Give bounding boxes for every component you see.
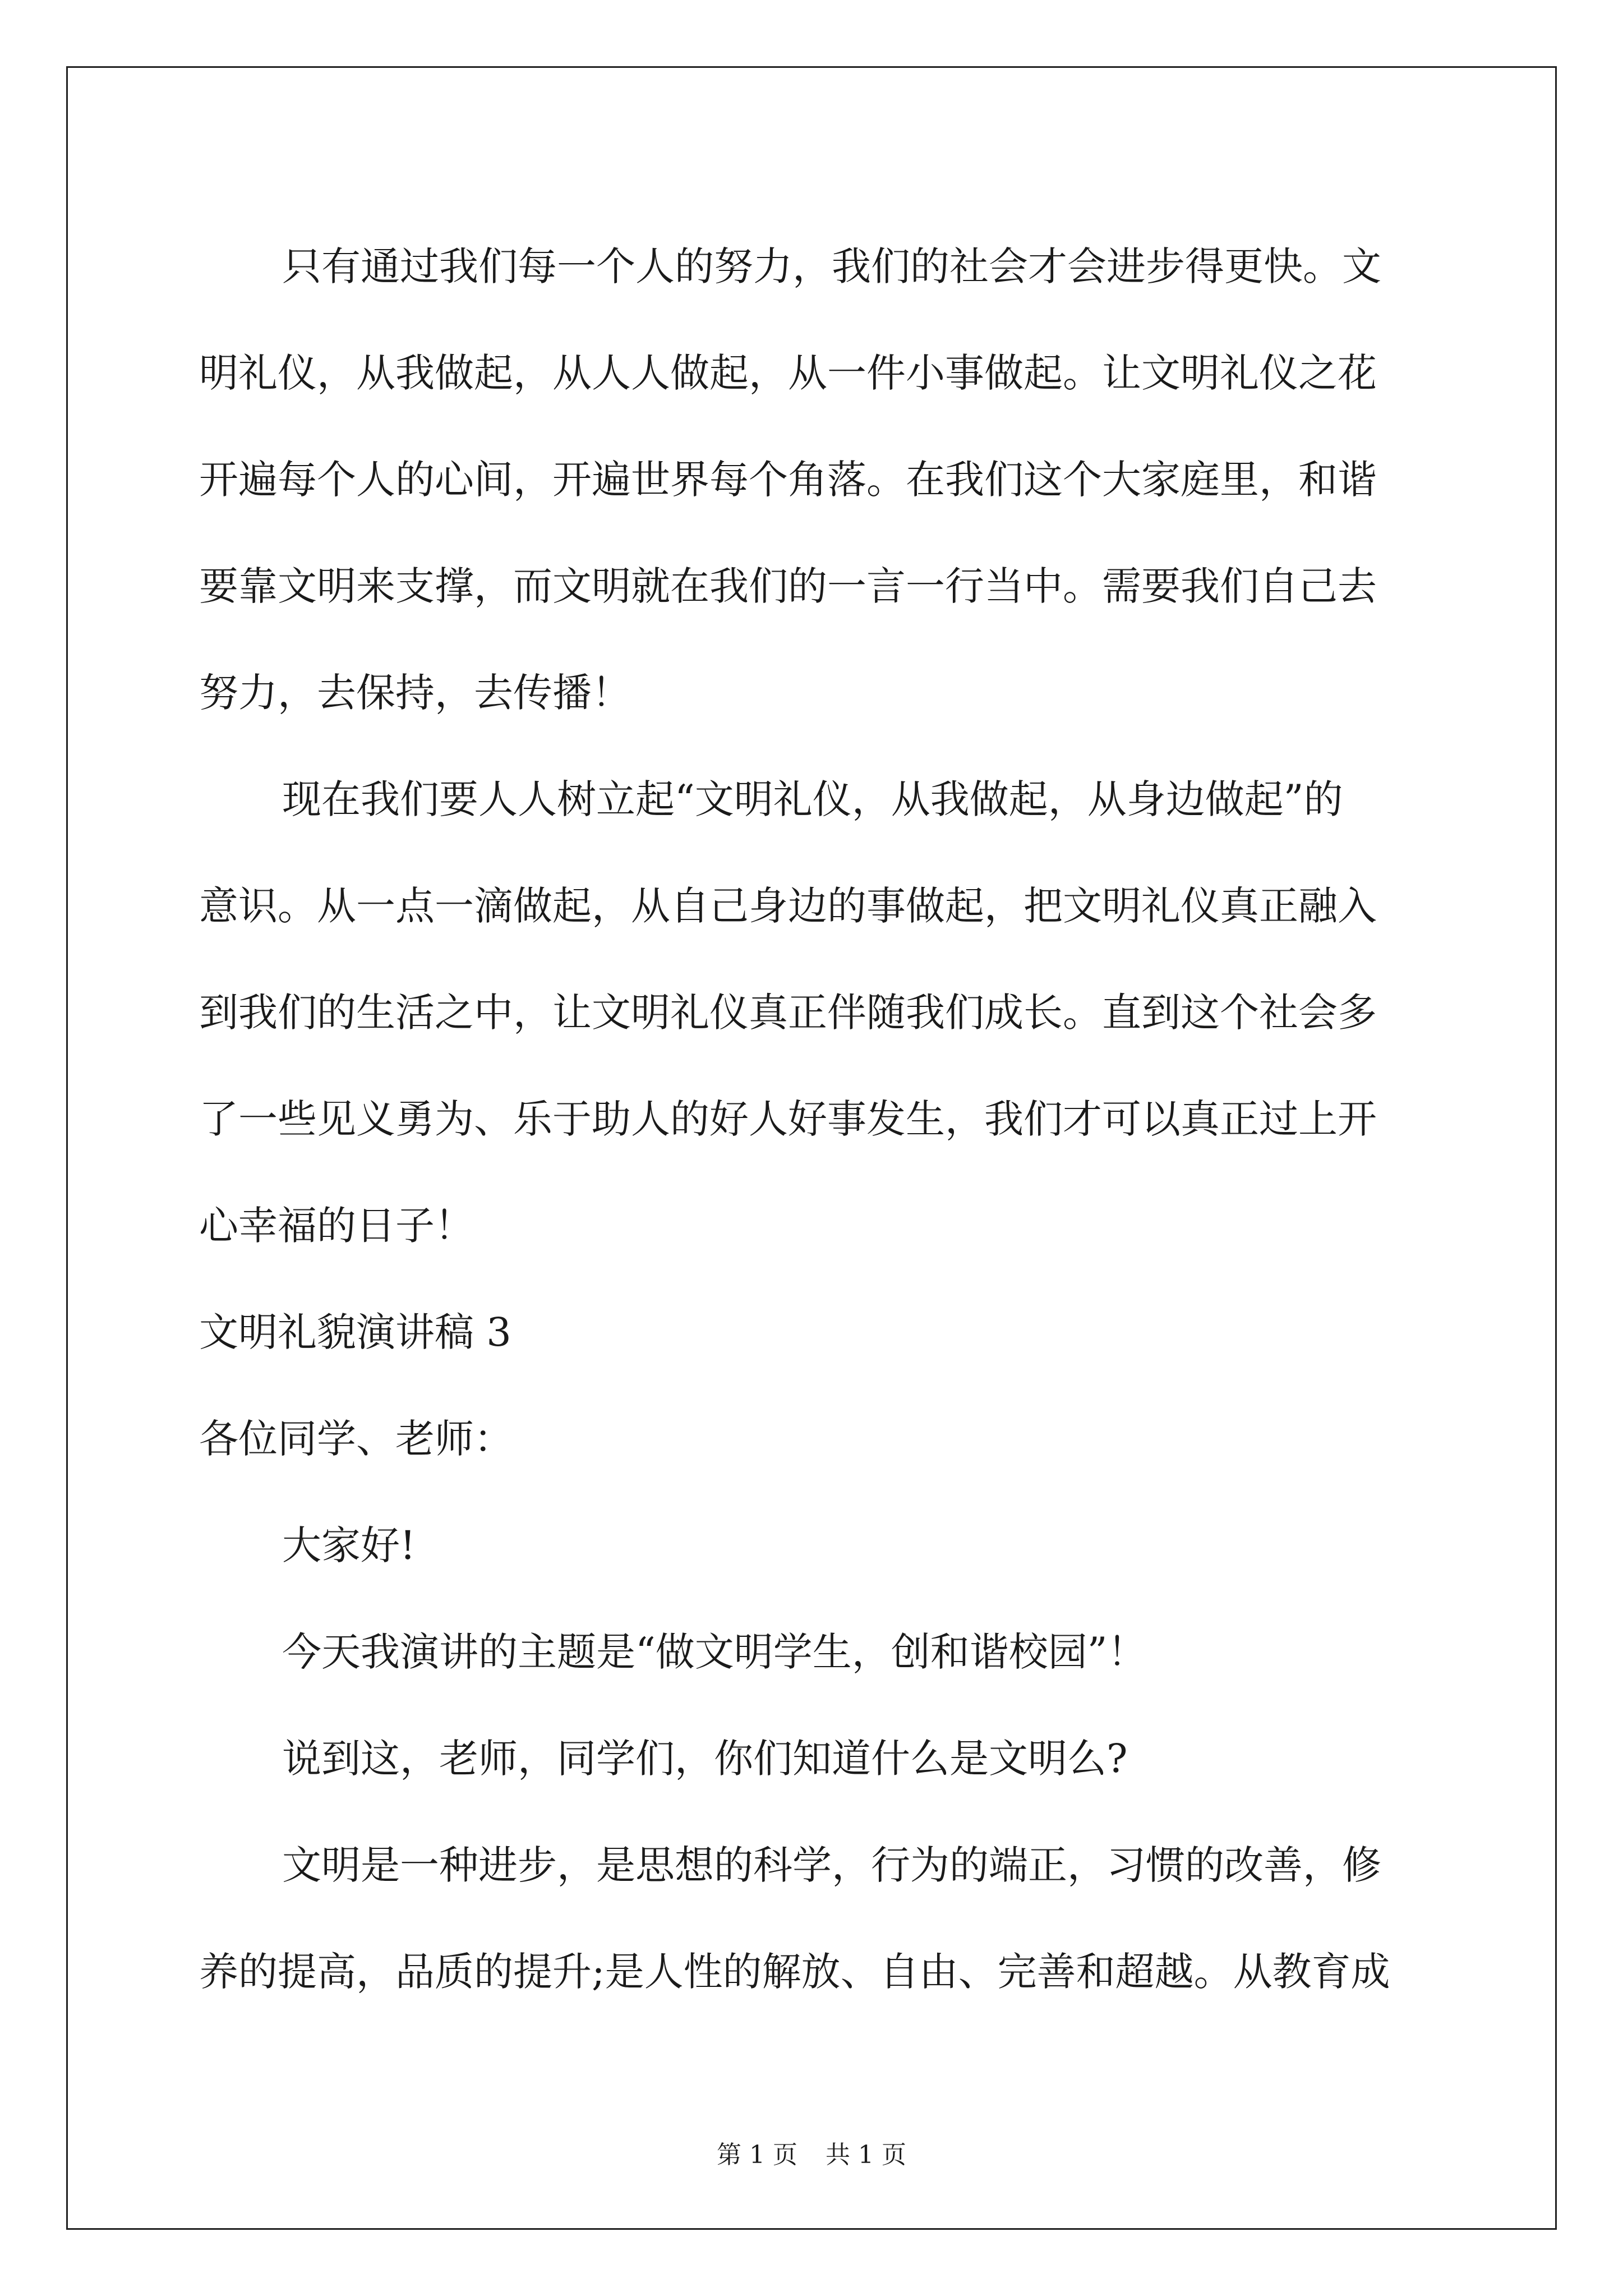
paragraph-line: 开遍每个人的心间，开遍世界每个角落。在我们这个大家庭里，和谐	[199, 457, 1377, 503]
page-footer	[0, 2134, 1623, 2170]
paragraph-line: 要靠文明来支撑，而文明就在我们的一言一行当中。需要我们自己去	[199, 563, 1377, 609]
document-body	[199, 213, 1427, 2025]
paragraph-line: 养的提高，品质的提升;是人性的解放、自由、完善和超越。从教育成	[199, 1949, 1390, 1995]
paragraph-line: 现在我们要人人树立起“文明礼仪，从我做起，从身边做起”的	[282, 776, 1343, 822]
paragraph-line: 努力，去保持，去传播！	[199, 670, 631, 716]
salutation: 各位同学、老师：	[199, 1416, 513, 1462]
page-number: 第 1 页	[717, 2141, 797, 2169]
page-total: 共 1 页	[826, 2141, 906, 2169]
paragraph-line: 了一些见义勇为、乐于助人的好人好事发生，我们才可以真正过上开	[199, 1096, 1377, 1142]
paragraph-line: 到我们的生活之中，让文明礼仪真正伴随我们成长。直到这个社会多	[199, 990, 1377, 1036]
paragraph-line: 说到这，老师，同学们，你们知道什么是文明么?	[282, 1736, 1128, 1782]
paragraph-line: 明礼仪，从我做起，从人人做起，从一件小事做起。让文明礼仪之花	[199, 350, 1377, 396]
section-title: 文明礼貌演讲稿 3	[199, 1309, 511, 1355]
greeting: 大家好!	[282, 1522, 416, 1568]
paragraph-line: 只有通过我们每一个人的努力，我们的社会才会进步得更快。文	[282, 243, 1381, 289]
paragraph-line: 今天我演讲的主题是“做文明学生，创和谐校园”！	[282, 1629, 1147, 1675]
paragraph-line: 心幸福的日子！	[199, 1203, 474, 1249]
paragraph-line: 意识。从一点一滴做起，从自己身边的事做起，把文明礼仪真正融入	[199, 883, 1377, 929]
paragraph-line: 文明是一种进步，是思想的科学，行为的端正，习惯的改善，修	[282, 1842, 1381, 1888]
